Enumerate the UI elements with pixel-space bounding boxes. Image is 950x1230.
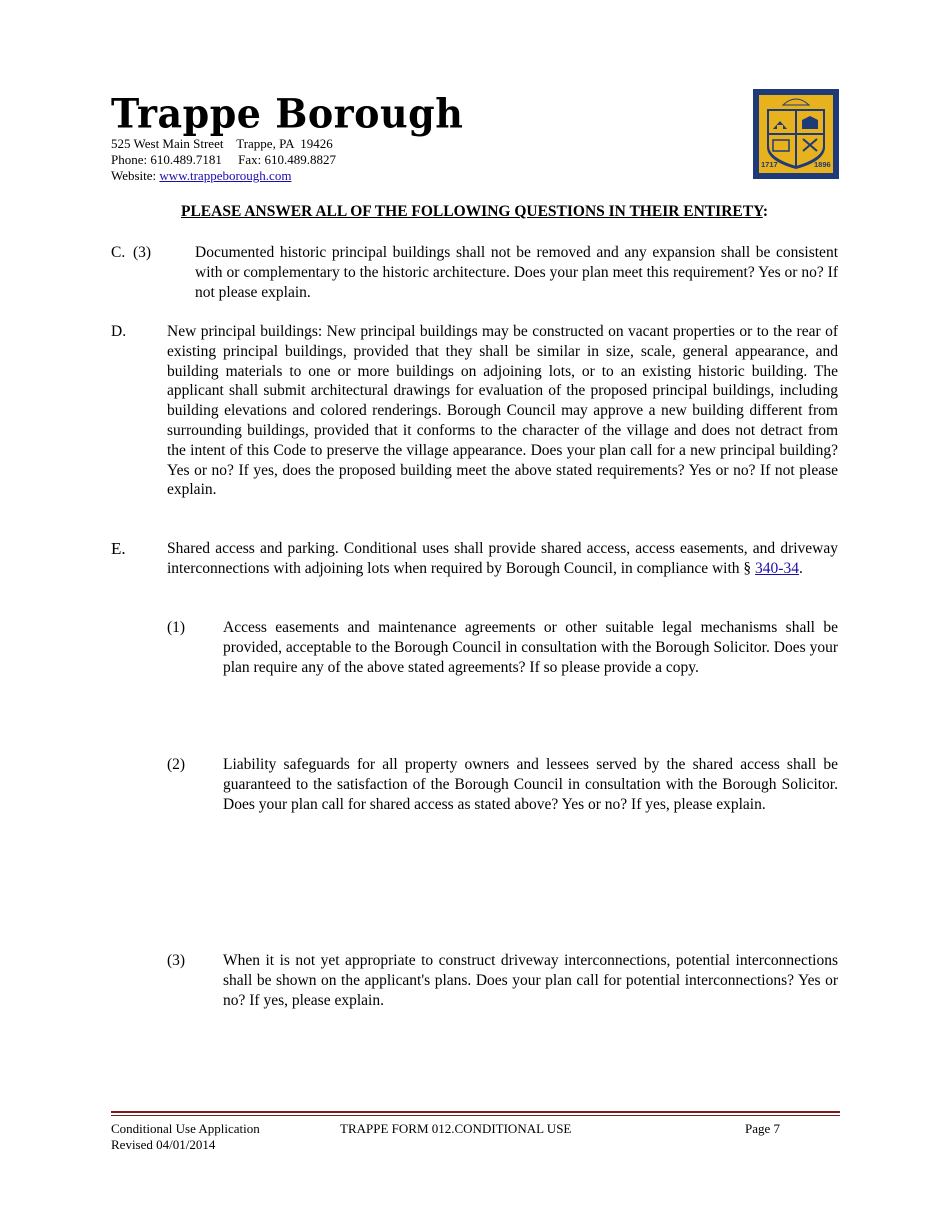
instruction-text: PLEASE ANSWER ALL OF THE FOLLOWING QUESTIONS IN THEIR ENTIRETY	[180, 203, 763, 220]
footer-revised-date: Revised 04/01/2014	[111, 1137, 216, 1152]
footer-form-id: TRAPPE FORM 012.CONDITIONAL USE	[340, 1121, 572, 1136]
section-e-text-after: .	[798, 559, 803, 577]
seal-divider-horizontal	[769, 133, 823, 135]
seal-year-right: 1896	[814, 160, 831, 169]
item-e3-text: When it is not yet appropriate to construct driveway interconnections, potential interconnections shall be shown on the applicant's plans. Does your plan call for potential interconnections? Yes or no? If yes, please explain.	[223, 952, 838, 1009]
contact-block	[111, 136, 336, 184]
footer-left	[111, 1121, 260, 1153]
section-e-label: E.	[111, 539, 126, 558]
section-d-text: New principal buildings: New principal buildings may be constructed on vacant properties or to the rear of existing principal buildings, provided that they shall be similar in size, scale, general appearance, and building materials to one or more buildings on adjoining lots, or to an existing historic building. The applicant shall submit architectural drawings for evaluation of the proposed principal buildings, including building elevations and colored renderings. Borough Council may approve a new building different from surrounding buildings, provided that it conforms to the character of the village and does not detract from the intent of this Code to preserve the village appearance. Does your plan call for a new principal building? Yes or no? If yes, does the proposed building meet the above stated requirements? Yes or no? If not please explain.	[167, 323, 838, 499]
code-reference-link[interactable]: 340-34	[755, 559, 799, 577]
instruction-heading	[111, 203, 838, 221]
section-e-text-before: Shared access and parking. Conditional uses shall provide shared access, access easements, and driveway interconnections with adjoining lots when required by Borough Council, in compliance with §	[167, 540, 838, 577]
section-e-text	[167, 539, 838, 579]
website-line	[111, 168, 336, 184]
seal-year-left: 1717	[761, 160, 778, 169]
website-label: Website:	[111, 168, 160, 183]
footer-rule-thick	[111, 1111, 840, 1113]
website-link[interactable]: www.trappeborough.com	[159, 168, 292, 183]
footer-page-number: Page 7	[745, 1121, 781, 1136]
item-e2-label: (2)	[167, 756, 186, 773]
instruction-suffix: :	[762, 203, 769, 220]
item-e1-text: Access easements and maintenance agreements or other suitable legal mechanisms shall be provided, acceptable to the Borough Council in consultation with the Borough Solicitor. Does your plan require any of the above stated agreements? If so please provide a copy.	[223, 619, 838, 676]
section-d-label: D.	[111, 323, 127, 340]
phone-fax-line: Phone: 610.489.7181 Fax: 610.489.8827	[111, 152, 336, 167]
footer-form-name: Conditional Use Application	[111, 1121, 260, 1136]
item-e2-text: Liability safeguards for all property owners and lessees served by the shared access shall be guaranteed to the satisfaction of the Borough Council in consultation with the Borough Solicitor. Does your plan call for shared access as stated above? Yes or no? If yes, please explain.	[223, 756, 838, 813]
item-e1-label: (1)	[167, 619, 186, 636]
borough-title: Trappe Borough	[111, 89, 464, 138]
item-e3-label: (3)	[167, 952, 186, 969]
borough-seal-logo	[753, 89, 839, 179]
footer-rule-thin	[111, 1115, 840, 1116]
address-line: 525 West Main Street Trappe, PA 19426	[111, 136, 333, 151]
seal-divider-vertical	[795, 111, 797, 166]
section-c3-label: C. (3)	[111, 244, 152, 261]
section-c3-text: Documented historic principal buildings shall not be removed and any expansion shall be consistent with or complementary to the historic architecture. Does your plan meet this requirement? Yes or no? If not please explain.	[195, 244, 838, 301]
